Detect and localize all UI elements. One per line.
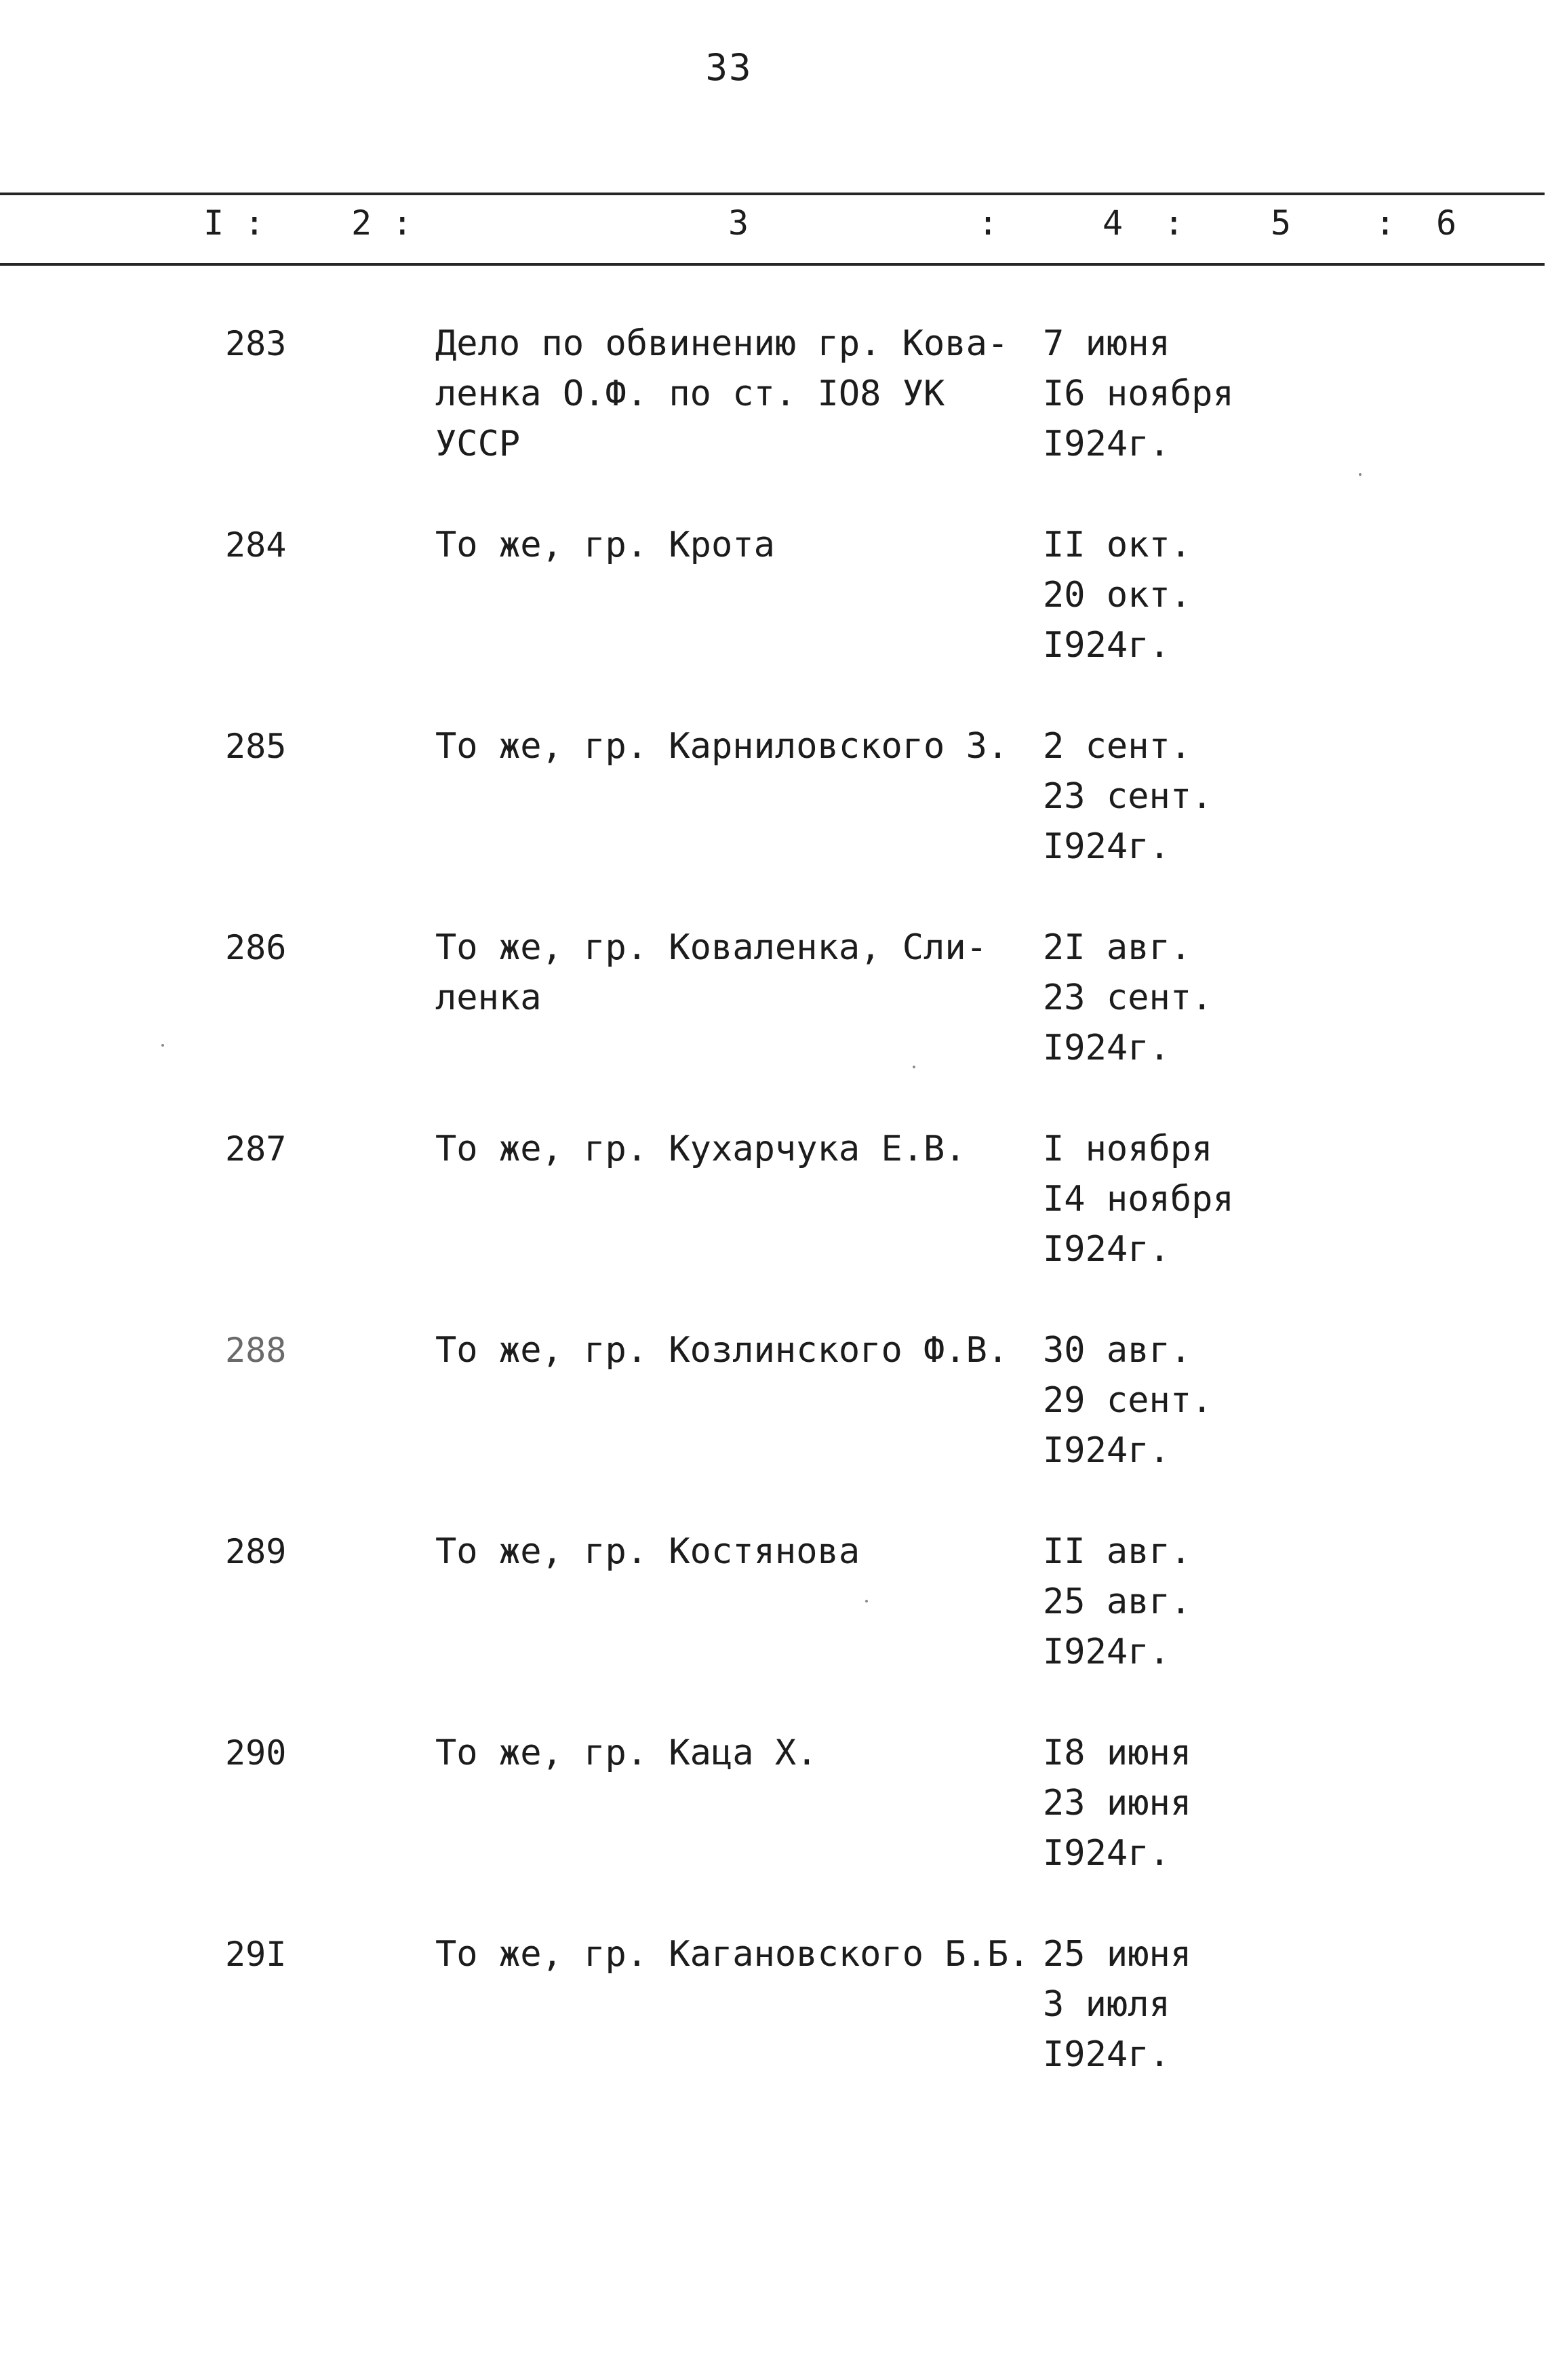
entry-title: [435, 1728, 1032, 1778]
entry-title-line: То же, гр. Карниловского З.: [435, 726, 1009, 767]
entry-number: 288: [225, 1331, 287, 1370]
entry-number: 285: [225, 727, 287, 766]
entry-number: 286: [225, 928, 287, 967]
entry-date-line: I924г.: [1043, 826, 1170, 867]
entry-number: 283: [225, 324, 287, 363]
entry-date-line: I924г.: [1043, 1430, 1170, 1471]
column-separator-5: :: [1375, 203, 1396, 243]
entry-number: 290: [225, 1733, 287, 1773]
entry-date-line: II окт.: [1043, 525, 1192, 565]
entry-date-line: 25 авг.: [1043, 1581, 1192, 1622]
column-header-1: I :: [203, 203, 265, 243]
scan-speck: [161, 1044, 164, 1047]
entry-title-line: То же, гр. Коваленка, Сли-: [435, 927, 987, 968]
entry-date-line: II авг.: [1043, 1531, 1192, 1572]
entry-date-line: I8 июня: [1043, 1733, 1192, 1773]
entry-date-line: 29 сент.: [1043, 1380, 1213, 1421]
entry-title-line: Дело по обвинению гр. Кова-: [435, 323, 1009, 364]
entry-date-line: 25 июня: [1043, 1934, 1192, 1975]
entry-title: [435, 520, 1032, 570]
entry-title-line: ленка: [435, 977, 542, 1018]
column-header-3: 3: [728, 203, 749, 243]
scan-speck: [913, 1066, 915, 1068]
entry-title-line: То же, гр. Костянова: [435, 1531, 860, 1572]
entry-title-line: То же, гр. Кагановского Б.Б.: [435, 1934, 1030, 1975]
list-item: [0, 319, 1550, 475]
entry-date-line: I ноября: [1043, 1129, 1213, 1169]
entry-title: [435, 319, 1032, 469]
entry-title: [435, 1325, 1032, 1375]
entry-dates: [1043, 1124, 1355, 1274]
list-item: [0, 1527, 1550, 1682]
scan-speck: [865, 1600, 868, 1602]
entry-title-line: То же, гр. Козлинского Ф.В.: [435, 1330, 1009, 1371]
entry-date-line: I6 ноября: [1043, 374, 1234, 414]
list-item: [0, 520, 1550, 676]
entry-dates: [1043, 923, 1355, 1073]
entry-date-line: 23 июня: [1043, 1783, 1192, 1823]
entry-date-line: 3 июля: [1043, 1984, 1170, 2025]
entry-title: [435, 1527, 1032, 1577]
scan-speck: [1359, 473, 1362, 476]
entry-date-line: 23 сент.: [1043, 977, 1213, 1018]
entry-date-line: I4 ноября: [1043, 1179, 1234, 1219]
entry-date-line: 23 сент.: [1043, 776, 1213, 817]
entry-title-line: То же, гр. Крота: [435, 525, 775, 565]
entry-title: [435, 721, 1032, 771]
list-item: [0, 923, 1550, 1078]
entry-dates: [1043, 319, 1355, 469]
entry-date-line: I924г.: [1043, 1632, 1170, 1672]
entry-dates: [1043, 520, 1355, 670]
entry-date-line: 20 окт.: [1043, 575, 1192, 616]
entry-date-line: I924г.: [1043, 1028, 1170, 1068]
entry-title-line: То же, гр. Каца Х.: [435, 1733, 818, 1773]
entry-title-line: То же, гр. Кухарчука Е.В.: [435, 1129, 966, 1169]
entry-date-line: I924г.: [1043, 2034, 1170, 2075]
column-header-5: 5: [1271, 203, 1292, 243]
entry-date-line: I924г.: [1043, 1833, 1170, 1874]
entry-date-line: 7 июня: [1043, 323, 1170, 364]
entry-dates: [1043, 1929, 1355, 2080]
entry-dates: [1043, 1728, 1355, 1878]
column-header-6: 6: [1436, 203, 1457, 243]
entry-title-line: УССР: [435, 424, 521, 464]
entry-title-line: ленка О.Ф. по ст. IO8 УК: [435, 374, 945, 414]
page-number: 33: [705, 46, 753, 89]
entry-dates: [1043, 721, 1355, 872]
entry-date-line: I924г.: [1043, 424, 1170, 464]
list-item: [0, 721, 1550, 877]
list-item: [0, 1124, 1550, 1280]
list-item: [0, 1929, 1550, 2085]
entry-date-line: 2 сент.: [1043, 726, 1192, 767]
column-header-2: 2 :: [351, 203, 413, 243]
entry-dates: [1043, 1527, 1355, 1677]
entry-number: 289: [225, 1532, 287, 1571]
entry-dates: [1043, 1325, 1355, 1476]
list-item: [0, 1728, 1550, 1884]
header-rule-top: [0, 193, 1545, 195]
entry-date-line: I924г.: [1043, 625, 1170, 666]
entry-number: 29I: [225, 1935, 287, 1974]
entry-title: [435, 923, 1032, 1023]
header-rule-bottom: [0, 263, 1545, 266]
entry-date-line: 30 авг.: [1043, 1330, 1192, 1371]
entry-date-line: I924г.: [1043, 1229, 1170, 1270]
column-header-4: 4 :: [1102, 203, 1185, 243]
list-item: [0, 1325, 1550, 1481]
entry-number: 287: [225, 1129, 287, 1169]
entry-title: [435, 1124, 1032, 1174]
entry-title: [435, 1929, 1032, 1979]
column-separator-3: :: [978, 203, 999, 243]
entry-date-line: 2I авг.: [1043, 927, 1192, 968]
entry-number: 284: [225, 525, 287, 565]
